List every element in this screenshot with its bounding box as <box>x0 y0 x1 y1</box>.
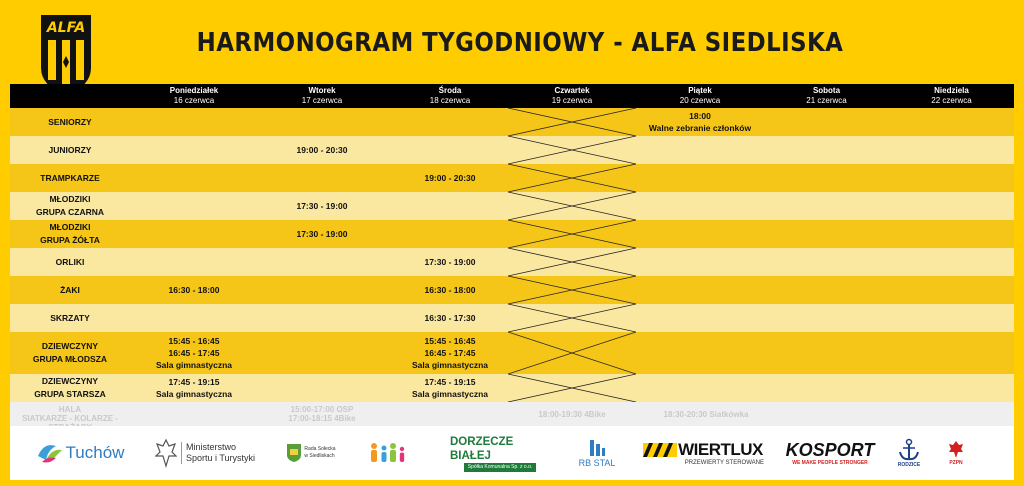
rbstal-icon <box>588 438 606 458</box>
day-header: Poniedziałek 16 czerwca <box>169 86 219 105</box>
category-label: ORLIKI <box>55 256 85 267</box>
category-label: SENIORZY <box>48 116 92 127</box>
page-title: HARMONOGRAM TYGODNIOWY - ALFA SIEDLISKA <box>196 28 844 58</box>
schedule-table <box>10 84 1014 402</box>
day-header: Wtorek 17 czerwca <box>301 86 343 105</box>
sponsor-ministry: Ministerstwo Sportu i Turystyki <box>144 426 266 480</box>
sponsor-wiertlux: WIERTLUX PRZEWIERTY STEROWANE <box>636 426 770 480</box>
sponsor-rodzice: RODZICE <box>890 426 928 480</box>
sponsor-dorzecze: DORZECZE BIAŁEJ Spółka Komunalna Sp. z o.o. <box>450 426 550 480</box>
day-header: Sobota 21 czerwca <box>806 86 847 105</box>
schedule-cell: 17:45 - 19:15 Sala gimnastyczna <box>411 377 489 399</box>
category-label: JUNIORZY <box>48 144 92 155</box>
schedule-cell: 17:30 - 19:00 <box>296 229 348 239</box>
day-header: Piątek 20 czerwca <box>679 86 721 105</box>
hall-friday: 18:30-20:30 Siatkówka <box>663 410 749 419</box>
day-header: Czwartek 19 czerwca <box>551 86 593 105</box>
category-label: SKRZATY <box>50 312 90 323</box>
sponsors-bar <box>10 426 1014 480</box>
hall-thursday: 18:00-19:30 4Bike <box>538 410 606 419</box>
schedule-cell: 15:45 - 16:45 16:45 - 17:45 Sala gimnastyczna <box>411 336 489 370</box>
sponsor-pzpn: PZPN <box>938 426 974 480</box>
category-label: ŻAKI <box>60 284 80 295</box>
sponsor-kosport: KOSPORT WE MAKE PEOPLE STRONGER <box>785 439 875 466</box>
pzpn-eagle-icon <box>948 440 964 460</box>
schedule-cell: 18:00 Walne zebranie członków <box>648 111 752 133</box>
anchor-icon <box>898 438 920 462</box>
category-label: MŁODZIKI GRUPA CZARNA <box>36 194 104 217</box>
schedule-cell: 19:00 - 20:30 <box>424 173 476 183</box>
tuchow-leaf-icon <box>36 442 64 464</box>
thursday-cross-marks <box>508 108 636 402</box>
schedule-cell: 16:30 - 18:00 <box>424 285 476 295</box>
schedule-cell: 17:45 - 19:15 Sala gimnastyczna <box>155 377 233 399</box>
hall-category: HALA SIATKARZE - KOLARZE - <box>22 405 118 423</box>
schedule-cell: 17:30 - 19:00 <box>296 201 348 211</box>
day-header: Środa 18 czerwca <box>429 86 471 105</box>
eagle-emblem-icon <box>155 438 177 468</box>
family-figures-icon <box>366 441 410 465</box>
category-label: DZIEWCZYNY GRUPA STARSZA <box>34 376 106 399</box>
rada-crest-icon <box>286 443 302 463</box>
schedule-cell: 15:45 - 16:45 16:45 - 17:45 Sala gimnastyczna <box>155 336 233 370</box>
table-header <box>10 84 1014 108</box>
logo-text: ALFA <box>46 20 86 36</box>
wiertlux-stripes-icon <box>643 443 677 457</box>
sponsor-rada: Rada Sołecka w Siedliskach <box>276 426 346 480</box>
faded-hall-row <box>10 402 1014 426</box>
hall-tuesday: 15:00-17:00 OSP 17:00-18:15 4Bike <box>288 405 356 423</box>
day-header: Niedziela 22 czerwca <box>931 86 972 105</box>
schedule-cell: 16:30 - 18:00 <box>168 285 220 295</box>
category-label: DZIEWCZYNY GRUPA MŁODSZA <box>32 341 108 364</box>
sponsor-tuchow: Tuchów <box>24 426 136 480</box>
schedule-cell: 17:30 - 19:00 <box>424 257 476 267</box>
schedule-cell: 19:00 - 20:30 <box>296 145 348 155</box>
category-label: MŁODZIKI GRUPA ŻÓŁTA <box>40 222 100 245</box>
schedule-cell: 16:30 - 17:30 <box>424 313 476 323</box>
sponsor-family-logo <box>358 426 418 480</box>
category-label: TRAMPKARZE <box>40 172 100 183</box>
sponsor-rbstal: RB STAL <box>570 426 624 480</box>
